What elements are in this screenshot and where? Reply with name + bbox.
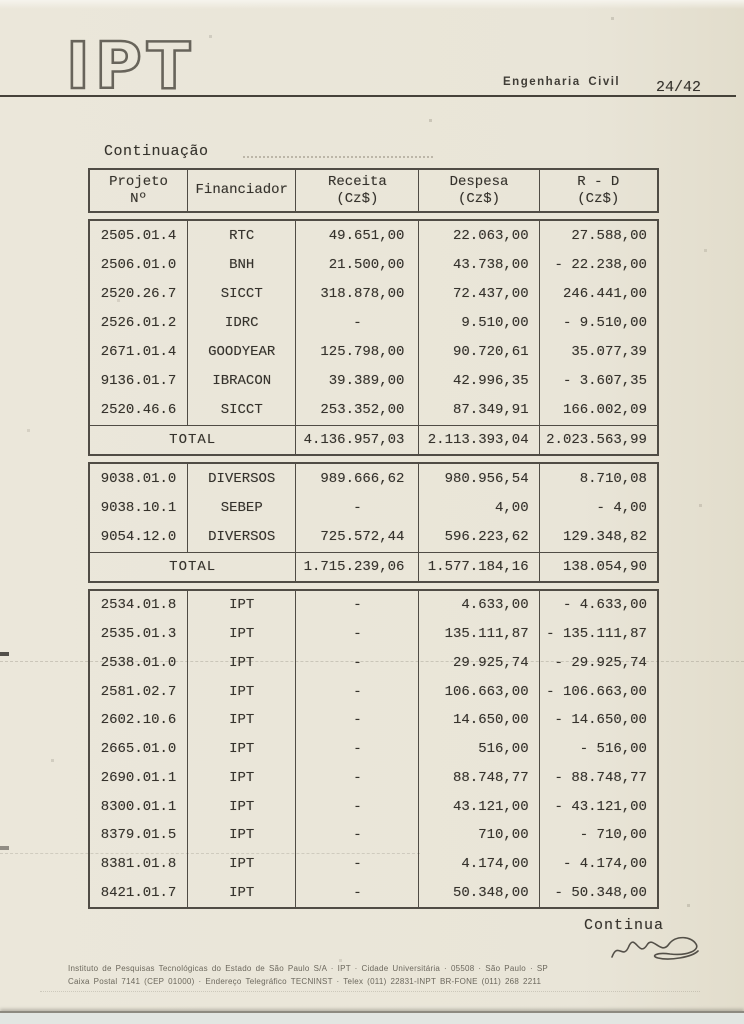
header-line: Receita (327, 173, 387, 190)
table-cell: - (296, 821, 419, 850)
table-cell: 9054.12.0 (90, 523, 188, 552)
table-cell: - 50.348,00 (554, 884, 647, 901)
table-cell: 2505.01.4 (90, 221, 188, 250)
table-cell: - 710,00 (579, 827, 647, 844)
column-header-receita (296, 170, 419, 211)
table-cell: - (296, 493, 419, 522)
column-header-rd (540, 170, 657, 211)
table-row (90, 464, 657, 493)
table-cell: - (296, 735, 419, 764)
table-cell: 50.348,00 (419, 878, 539, 907)
footer-line-2: Caixa Postal 7141 (CEP 01000) · Endereço Telegráfico TECNINST · Telex (011) 22831-INPT BR-FONE (011) 268 2211 (68, 976, 542, 986)
table-cell: - (296, 677, 419, 706)
table-cell: IPT (188, 620, 296, 649)
table-row (90, 591, 657, 620)
table-cell: 9136.01.7 (90, 367, 188, 396)
table-cell: 2535.01.3 (90, 620, 188, 649)
page-number: 24/42 (656, 79, 702, 96)
table-cell: IPT (188, 677, 296, 706)
table-cell: - (296, 620, 419, 649)
table-cell: 2520.46.6 (90, 396, 188, 425)
table-cell: 14.650,00 (419, 706, 539, 735)
table-row (90, 396, 657, 425)
table-cell: - 9.510,00 (562, 314, 647, 331)
table-cell: - 43.121,00 (554, 798, 647, 815)
table-header (88, 168, 659, 213)
table-cell: SICCT (188, 396, 296, 425)
table-cell: 90.720,61 (419, 338, 539, 367)
table-cell: IPT (188, 792, 296, 821)
total-row (90, 552, 657, 581)
table-cell: - 88.748,77 (554, 769, 647, 786)
footer-line-1: Instituto de Pesquisas Tecnológicas do Estado de São Paulo S/A · IPT · Cidade Universitária · 05508 · São Paulo · SP (68, 964, 548, 973)
table-cell: 43.738,00 (419, 250, 539, 279)
table-row (90, 367, 657, 396)
table-cell: - 135.111,87 (546, 626, 647, 643)
table-cell: - 14.650,00 (554, 712, 647, 729)
header-row (90, 170, 657, 211)
table-cell: 516,00 (419, 735, 539, 764)
table-cell: 8300.01.1 (90, 792, 188, 821)
table-cell: 710,00 (419, 821, 539, 850)
total-rd: 2.023.563,99 (546, 431, 647, 448)
table-section-2 (88, 462, 659, 583)
table-cell: - 106.663,00 (546, 683, 647, 700)
table-cell: 2581.02.7 (90, 677, 188, 706)
total-receita: 4.136.957,03 (296, 426, 419, 454)
column-header-despesa (419, 170, 539, 211)
column-header-financiador (188, 170, 296, 211)
table-cell: - 4.633,00 (562, 597, 647, 614)
table-cell: 4.633,00 (419, 591, 539, 620)
table-cell: IPT (188, 706, 296, 735)
table-cell: 106.663,00 (419, 677, 539, 706)
table-cell: - 22.238,00 (554, 256, 647, 273)
table-cell: 2665.01.0 (90, 735, 188, 764)
table-cell: 8379.01.5 (90, 821, 188, 850)
table-row (90, 792, 657, 821)
table-cell: 27.588,00 (571, 227, 647, 244)
table-cell: 246.441,00 (562, 285, 647, 302)
letterfoot (68, 963, 688, 988)
table-cell: - 3.607,35 (562, 373, 647, 390)
table-row (90, 706, 657, 735)
table-cell: 8421.01.7 (90, 878, 188, 907)
table-cell: IDRC (188, 308, 296, 337)
ipt-logo-text: IPT (66, 30, 196, 102)
table-cell: 88.748,77 (419, 763, 539, 792)
table-cell: BNH (188, 250, 296, 279)
table-row (90, 648, 657, 677)
total-receita: 1.715.239,06 (296, 553, 419, 581)
column-header-projeto (90, 170, 188, 211)
continuation-label: Continuação (104, 143, 209, 160)
table-cell: 989.666,62 (296, 464, 419, 493)
total-label: TOTAL (90, 553, 296, 581)
table-cell: 43.121,00 (419, 792, 539, 821)
table-cell: 72.437,00 (419, 279, 539, 308)
scan-edge-mark (0, 846, 9, 850)
table-row (90, 677, 657, 706)
letterhead-rule (0, 95, 736, 97)
header-line: Nº (130, 190, 147, 207)
header-line: Financiador (195, 182, 288, 198)
table-cell: - 29.925,74 (554, 654, 647, 671)
paper-bottom-edge (0, 1011, 744, 1024)
table-row (90, 308, 657, 337)
table-cell: IPT (188, 850, 296, 879)
header-line: Despesa (449, 173, 509, 190)
table-cell: - (296, 648, 419, 677)
table-cell: 2671.01.4 (90, 338, 188, 367)
table-cell: - (296, 308, 419, 337)
table-row (90, 493, 657, 522)
table-cell: 125.798,00 (296, 338, 419, 367)
table-row (90, 523, 657, 552)
table-cell: 166.002,09 (562, 402, 647, 419)
table-cell: 8381.01.8 (90, 850, 188, 879)
total-label: TOTAL (90, 426, 296, 454)
table-cell: 9038.01.0 (90, 464, 188, 493)
total-despesa: 2.113.393,04 (419, 426, 539, 454)
table-row (90, 735, 657, 764)
table-cell: 2534.01.8 (90, 591, 188, 620)
table-cell: 29.925,74 (419, 648, 539, 677)
table-cell: 9.510,00 (419, 308, 539, 337)
table-row (90, 338, 657, 367)
table-row (90, 763, 657, 792)
table-section-1 (88, 219, 659, 456)
header-line: Projeto (109, 173, 168, 190)
table-cell: DIVERSOS (188, 523, 296, 552)
paper-top-edge (0, 0, 744, 9)
table-cell: DIVERSOS (188, 464, 296, 493)
table-cell: IPT (188, 735, 296, 764)
table-cell: 980.956,54 (419, 464, 539, 493)
table-cell: 21.500,00 (296, 250, 419, 279)
table-cell: SICCT (188, 279, 296, 308)
total-despesa: 1.577.184,16 (419, 553, 539, 581)
table-cell: 2520.26.7 (90, 279, 188, 308)
table-row (90, 850, 657, 879)
table-cell: 8.710,08 (579, 470, 647, 487)
table-cell: 253.352,00 (296, 396, 419, 425)
scan-edge-mark (0, 652, 9, 656)
table-cell: RTC (188, 221, 296, 250)
scan-artifact-line (40, 991, 700, 992)
table-cell: 22.063,00 (419, 221, 539, 250)
table-cell: - 4,00 (596, 499, 647, 516)
table-cell: - 4.174,00 (562, 855, 647, 872)
table-cell: - (296, 763, 419, 792)
table-cell: - (296, 878, 419, 907)
header-line: R - D (577, 173, 620, 190)
header-line: (Cz$) (458, 190, 501, 207)
header-line: (Cz$) (577, 190, 620, 207)
table-cell: 35.077,39 (571, 344, 647, 361)
table-cell: 596.223,62 (419, 523, 539, 552)
table-cell: SEBEP (188, 493, 296, 522)
table-cell: 49.651,00 (296, 221, 419, 250)
table-cell: 2602.10.6 (90, 706, 188, 735)
total-row (90, 425, 657, 454)
table-cell: 2690.01.1 (90, 763, 188, 792)
table-cell: 87.349,91 (419, 396, 539, 425)
table-cell: 4.174,00 (419, 850, 539, 879)
table-cell: IPT (188, 878, 296, 907)
table-cell: IPT (188, 763, 296, 792)
table-cell: IPT (188, 591, 296, 620)
scan-artifact-dots (243, 156, 433, 158)
table-cell: 2506.01.0 (90, 250, 188, 279)
table-cell: 135.111,87 (419, 620, 539, 649)
table-cell: 2538.01.0 (90, 648, 188, 677)
table-cell: 2526.01.2 (90, 308, 188, 337)
table-cell: 4,00 (419, 493, 539, 522)
table-cell: IPT (188, 821, 296, 850)
table-cell: 9038.10.1 (90, 493, 188, 522)
table-row (90, 279, 657, 308)
table-cell: 725.572,44 (296, 523, 419, 552)
table-row (90, 821, 657, 850)
table-row (90, 620, 657, 649)
table-cell: - 516,00 (579, 741, 647, 758)
total-rd: 138.054,90 (562, 558, 647, 575)
table-cell: - (296, 706, 419, 735)
table-cell: - (296, 591, 419, 620)
table-cell: - (296, 792, 419, 821)
table-cell: IBRACON (188, 367, 296, 396)
paper-speckles (0, 0, 1, 1)
table-cell: IPT (188, 648, 296, 677)
header-line: (Cz$) (336, 190, 379, 207)
table-row (90, 878, 657, 907)
table-cell: GOODYEAR (188, 338, 296, 367)
department-label: Engenharia Civil (503, 76, 621, 88)
table-cell: 42.996,35 (419, 367, 539, 396)
continua-label: Continua (584, 917, 665, 934)
table-cell: 39.389,00 (296, 367, 419, 396)
table-row (90, 221, 657, 250)
table-section-3 (88, 589, 659, 909)
table-cell: 129.348,82 (562, 529, 647, 546)
table-cell: - (296, 850, 419, 879)
table-cell: 318.878,00 (296, 279, 419, 308)
table-row (90, 250, 657, 279)
